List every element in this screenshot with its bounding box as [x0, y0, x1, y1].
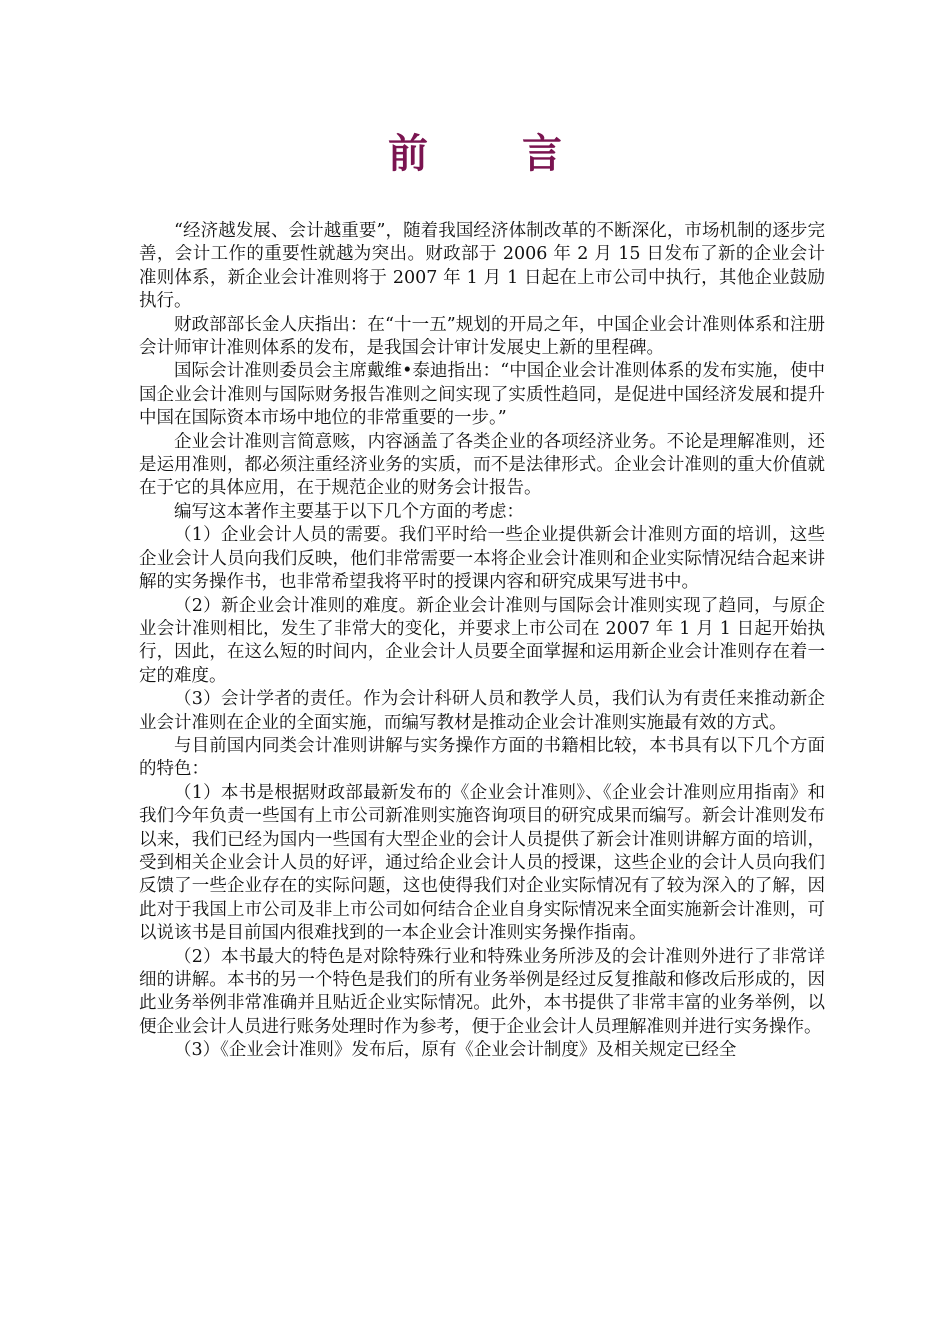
paragraph-6: （1）企业会计人员的需要。我们平时给一些企业提供新会计准则方面的培训，这些企业会计人员向我们反映，他们非常需要一本将企业会计准则和企业实际情况结合起来讲解的实务操作书，也非常希望我将平时的授课内容和研究成果写进书中。	[139, 525, 825, 593]
body-text	[139, 220, 825, 1063]
paragraph-11: （2）本书最大的特色是对除特殊行业和特殊业务所涉及的会计准则外进行了非常详细的讲解。本书的另一个特色是我们的所有业务举例是经过反复推敲和修改后形成的，因此业务举例非常准确并且贴近企业实际情况。此外，本书提供了非常丰富的业务举例，以便企业会计人员进行账务处理时作为参考，便于企业会计人员理解准则并进行实务操作。	[139, 946, 825, 1037]
paragraph-4: 企业会计准则言简意赅，内容涵盖了各类企业的各项经济业务。不论是理解准则，还是运用准则，都必须注重经济业务的实质，而不是法律形式。企业会计准则的重大价值就在于它的具体应用，在于规范企业的财务会计报告。	[139, 431, 825, 499]
paragraph-5: 编写这本著作主要基于以下几个方面的考虑：	[174, 501, 524, 522]
paragraph-2: 财政部部长金人庆指出：在“十一五”规划的开局之年，中国企业会计准则体系和注册会计师审计准则体系的发布，是我国会计审计发展史上新的里程碑。	[139, 314, 825, 359]
paragraph-1: “经济越发展、会计越重要”，随着我国经济体制改革的不断深化，市场机制的逐步完善，会计工作的重要性就越为突出。财政部于 2006 年 2 月 15 日发布了新的企业会计准则体系，新企业会计准则将于 2007 年 1 月 1 日起在上市公司中执行，其他企业鼓励执行。	[139, 221, 825, 312]
paragraph-8: （3）会计学者的责任。作为会计科研人员和教学人员，我们认为有责任来推动新企业会计准则在企业的全面实施，而编写教材是推动企业会计准则实施最有效的方式。	[139, 689, 825, 733]
paragraph-7: （2）新企业会计准则的难度。新企业会计准则与国际会计准则实现了趋同，与原企业会计准则相比，发生了非常大的变化，并要求上市公司在 2007 年 1 月 1 日起开始执行，因此，在这么短的时间内，企业会计人员要全面掌握和运用新企业会计准则存在着一定的难度。	[139, 595, 825, 686]
page-title: 前 言	[388, 130, 602, 177]
paragraph-3: 国际会计准则委员会主席戴维•泰迪指出：“中国企业会计准则体系的发布实施，使中国企业会计准则与国际财务报告准则之间实现了实质性趋同，是促进中国经济发展和提升中国在国际资本市场中地位的非常重要的一步。”	[139, 361, 825, 429]
paragraph-10: （1）本书是根据财政部最新发布的《企业会计准则》、《企业会计准则应用指南》和我们今年负责一些国有上市公司新准则实施咨询项目的研究成果而编写。新会计准则发布以来，我们已经为国内一些国有大型企业的会计人员提供了新会计准则讲解方面的培训，受到相关企业会计人员的好评，通过给企业会计人员的授课，这些企业的会计人员向我们反馈了一些企业存在的实际问题，这也使得我们对企业实际情况有了较为深入的了解，因此对于我国上市公司及非上市公司如何结合企业自身实际情况来全面实施新会计准则，可以说该书是目前国内很难找到的一本企业会计准则实务操作指南。	[139, 782, 825, 944]
paragraph-9: 与目前国内同类会计准则讲解与实务操作方面的书籍相比较，本书具有以下几个方面的特色：	[139, 735, 825, 780]
paragraph-12: （3）《企业会计准则》发布后，原有《企业会计制度》及相关规定已经全	[174, 1040, 737, 1061]
